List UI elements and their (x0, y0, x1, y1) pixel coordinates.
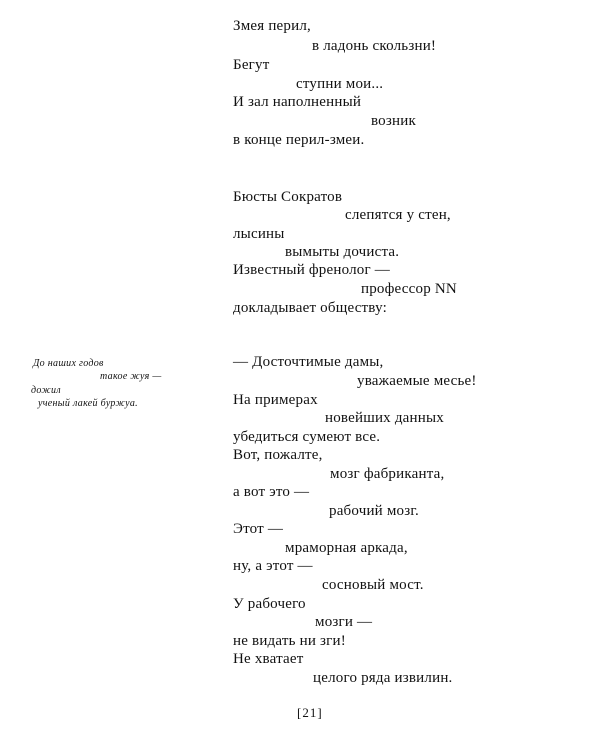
poem-line: Бегут (233, 57, 270, 73)
poem-line: не видать ни зги! (233, 633, 346, 649)
poem-line: в конце перил-змеи. (233, 132, 365, 148)
poem-line: сосновый мост. (322, 577, 424, 593)
poem-line: Не хватает (233, 651, 304, 667)
poem-line: в ладонь скользни! (312, 38, 437, 54)
margin-note-line: такое жуя — (100, 371, 162, 382)
poem-line: профессор NN (361, 281, 457, 297)
poem-line: убедиться сумеют все. (233, 429, 381, 445)
poem-line: Змея перил, (233, 18, 311, 34)
poem-line: новейших данных (325, 410, 444, 426)
poem-line: вымыты дочиста. (285, 244, 400, 260)
poem-line: У рабочего (233, 596, 306, 612)
poem-line: мозги — (315, 614, 373, 630)
poem-line: Известный френолог — (233, 262, 390, 278)
poem-line: а вот это — (233, 484, 310, 500)
poem-line: На примерах (233, 392, 318, 408)
poem-line: Бюсты Сократов (233, 189, 343, 205)
poem-line: мозг фабриканта, (330, 466, 445, 482)
poem-line: ну, а этот — (233, 558, 313, 574)
poem-line: мраморная аркада, (285, 540, 408, 556)
margin-note-line: ученый лакей буржуа. (38, 398, 138, 409)
poem-line: рабочий мозг. (329, 503, 419, 519)
poem-line: уважаемые месье! (357, 373, 477, 389)
poem-line: — Досточтимые дамы, (233, 354, 384, 370)
poem-line: ступни мои... (296, 76, 384, 92)
poem-line: И зал наполненный (233, 94, 362, 110)
poem-line: докладывает обществу: (233, 300, 387, 316)
poem-line: целого ряда извилин. (313, 670, 453, 686)
poem-line: Вот, пожалте, (233, 447, 323, 463)
page-number: [21] (297, 705, 323, 720)
margin-note-line: дожил (31, 385, 61, 396)
poem-line: лысины (233, 226, 285, 242)
poem-line: Этот — (233, 521, 284, 537)
poem-line: слепятся у стен, (345, 207, 451, 223)
margin-note-line: До наших годов (33, 358, 104, 369)
poem-line: возник (371, 113, 416, 129)
